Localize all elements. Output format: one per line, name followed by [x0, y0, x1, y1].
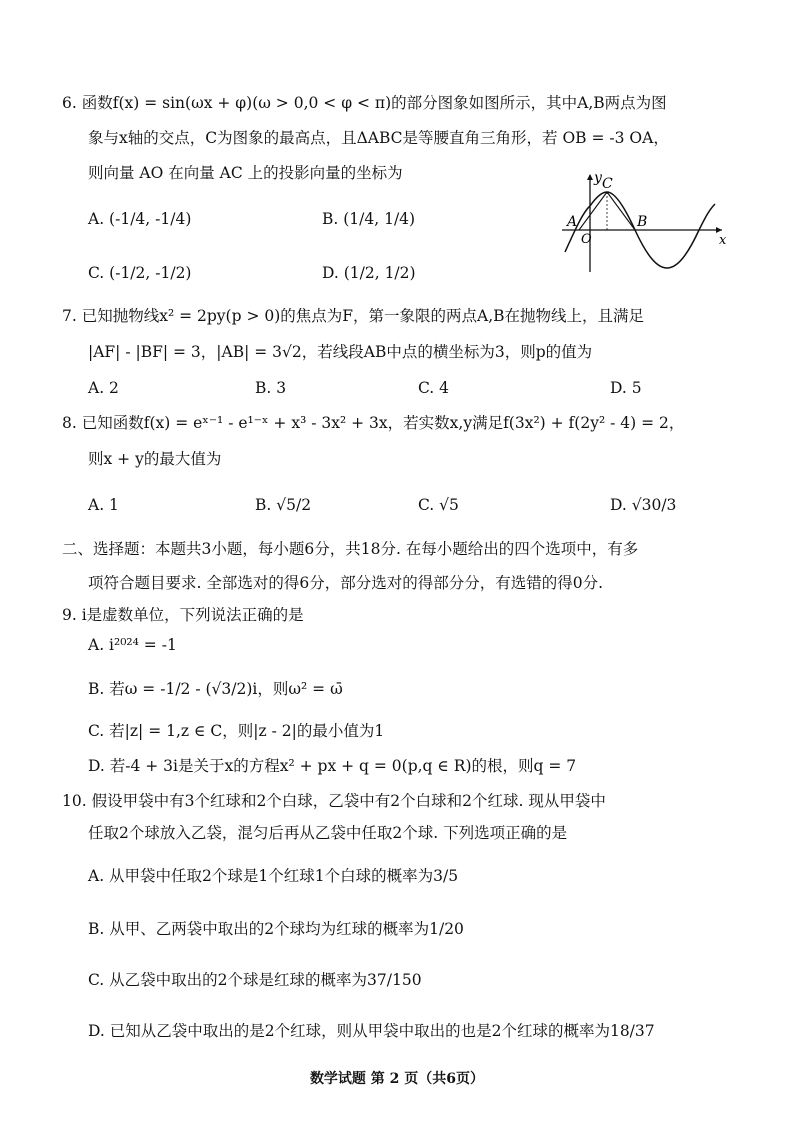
- q8-option-a: A. 1: [88, 496, 119, 514]
- q8-line-2: 则x + y的最大值为: [88, 450, 222, 468]
- q7-option-c: C. 4: [418, 379, 450, 397]
- graph-o-label: O: [581, 232, 592, 247]
- graph-x-label: x: [719, 233, 727, 248]
- graph-b-label: B: [637, 214, 648, 230]
- q6-option-d: D. (1/2, 1/2): [322, 264, 416, 282]
- q8-line-1: 8. 已知函数f(x) = eˣ⁻¹ - e¹⁻ˣ + x³ - 3x² + 3x，若实数x,y满足f(3x²) + f(2y² - 4) = 2，: [62, 414, 685, 432]
- graph-a-label: A: [567, 214, 578, 230]
- q10-line-1: 10. 假设甲袋中有3个红球和2个白球，乙袋中有2个白球和2个红球. 现从甲袋中: [62, 792, 606, 810]
- q9-option-c: C. 若|z| = 1,z ∈ C，则|z - 2|的最小值为1: [88, 722, 385, 740]
- q9-option-d: D. 若-4 + 3i是关于x的方程x² + px + q = 0(p,q ∈ R)的根，则q = 7: [88, 757, 577, 775]
- q7-option-a: A. 2: [88, 379, 119, 397]
- section2-line-1: 二、选择题：本题共3小题，每小题6分，共18分. 在每小题给出的四个选项中，有多: [62, 540, 639, 558]
- q6-line-3: 则向量 AO 在向量 AC 上的投影向量的坐标为: [88, 164, 403, 182]
- q7-line-2: |AF| - |BF| = 3，|AB| = 3√2，若线段AB中点的横坐标为3，则p的值为: [88, 343, 593, 361]
- q6-option-a: A. (-1/4, -1/4): [88, 210, 192, 228]
- graph-c-label: C: [602, 176, 613, 192]
- q9-option-b: B. 若ω = -1/2 - (√3/2)i，则ω² = ω̄: [88, 680, 343, 698]
- q10-option-a: A. 从甲袋中任取2个球是1个红球1个白球的概率为3/5: [88, 867, 459, 885]
- y-axis-arrow: [587, 174, 593, 180]
- q10-option-b: B. 从甲、乙两袋中取出的2个球均为红球的概率为1/20: [88, 920, 464, 938]
- q8-option-c: C. √5: [418, 496, 459, 514]
- q6-option-c: C. (-1/2, -1/2): [88, 264, 192, 282]
- q6-line-1: 6. 函数f(x) = sin(ωx + φ)(ω > 0,0 < φ < π)的部分图象如图所示，其中A,B两点为图: [62, 94, 667, 112]
- q10-option-d: D. 已知从乙袋中取出的是2个红球，则从甲袋中取出的也是2个红球的概率为18/37: [88, 1022, 655, 1040]
- q9-option-a: A. i²⁰²⁴ = -1: [88, 636, 177, 654]
- q7-option-d: D. 5: [610, 379, 642, 397]
- graph-y-label: y: [594, 170, 602, 186]
- segment-cb: [607, 192, 635, 230]
- q8-option-b: B. √5/2: [255, 496, 312, 514]
- q6-line-2: 象与x轴的交点，C为图象的最高点，且ΔABC是等腰直角三角形，若 OB = -3 OA，: [88, 129, 669, 147]
- q6-option-b: B. (1/4, 1/4): [322, 210, 416, 228]
- q8-option-d: D. √30/3: [610, 496, 677, 514]
- q6-sine-graph: [557, 170, 727, 275]
- segment-ac: [579, 192, 607, 230]
- q10-line-2: 任取2个球放入乙袋，混匀后再从乙袋中任取2个球. 下列选项正确的是: [88, 824, 568, 842]
- q10-option-c: C. 从乙袋中取出的2个球是红球的概率为37/150: [88, 971, 422, 989]
- q7-line-1: 7. 已知抛物线x² = 2py(p > 0)的焦点为F，第一象限的两点A,B在抛物线上，且满足: [62, 307, 645, 325]
- page-footer: 数学试题 第 2 页（共6页）: [309, 1071, 485, 1087]
- q7-option-b: B. 3: [255, 379, 287, 397]
- q9-stem: 9. i是虚数单位，下列说法正确的是: [62, 606, 304, 624]
- section2-line-2: 项符合题目要求. 全部选对的得6分，部分选对的得部分分，有选错的得0分.: [88, 574, 604, 592]
